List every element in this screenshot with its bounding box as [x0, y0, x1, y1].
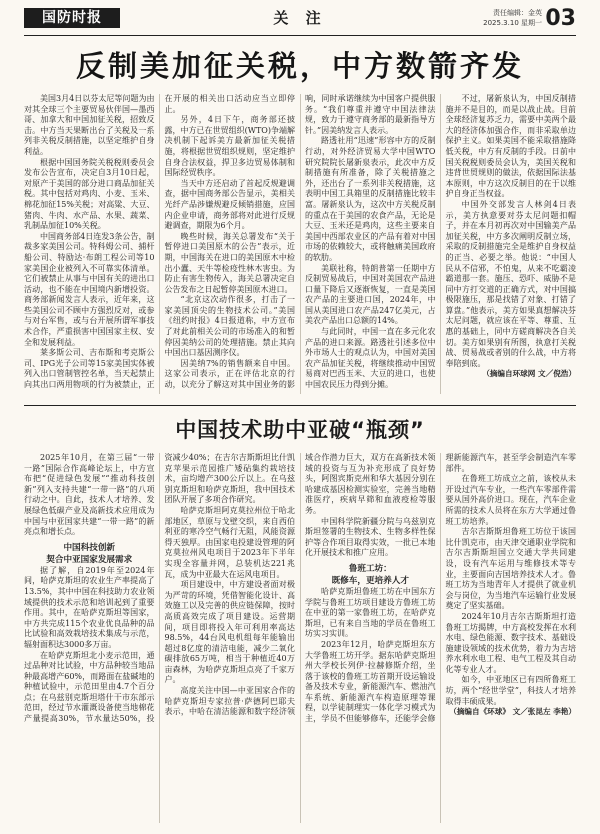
paragraph: 哈萨克斯坦鲁班工坊在中国东方学院与鲁班工坊项目建设方鲁班工坊在中亚的第一家鲁班工坊，在哈萨克斯坦，已有来自当地的学员在鲁班工坊实习实训。: [305, 586, 436, 639]
article2-body: [24, 453, 576, 823]
issue-meta: [483, 8, 542, 28]
paragraph: 2025年10月，在第三届“一带一路”国际合作高峰论坛上，中方宣布把“促进绿色发展”“推动科技创新”列入支持共建“一带一路”的八项行动之中。自此，技术人才培养、发展绿色低碳产业及高新技术应用成为中国与中亚国家共建“一带一路”的新亮点和增长点。: [24, 453, 155, 537]
paragraph: 不过，屠新泉认为，中国反制措施并不是目的，而是以战止战。目前全球经济复苏乏力，需要中美两个最大的经济体加强合作，而非采取单边保护主义。如果美国不能采取措施降低关税，中方有反制的手段。日前中国关税税则委员会认为，美国关税和违背世贸规则的做法，依据国际法基本原则，中方这次反制目的在于以维护自身正当权益。: [445, 94, 576, 199]
page-header: [24, 6, 576, 36]
paragraph: 2023年12月，哈萨克斯坦东方大学鲁班工坊开学。据东哈萨克斯坦州大学校长列伊·拉赫修斯介绍，坐落于该校的鲁班工坊首期开设运输设备及技术专业，新能源汽车、燃油汽车系统、新能源汽车构造原理等课程，以学徒制理实一体化学习模式为主，学员不但能够修车，还能学会修理新能源汽车，甚至学会制造汽车零部件。: [305, 453, 576, 724]
paragraph: 哈萨克斯坦阿克莫拉州位于哈北部地区，草原与戈壁交织，来自西伯利亚的寒冷空气畅行无阻，风能资源得天独厚。由国家电投建设管理的阿克莫拉州风电项目于2023年下半年实现全容量并网，总装机达221兆瓦，成为中亚最大在运风电项目。: [164, 505, 295, 579]
section-divider: [24, 405, 576, 406]
paragraph: “北京这次动作很多，打击了一家美国顶尖的生物技术公司。”美国《纽约时报》4日报道称，中方宣布了对此前相关公司的市场准入的和暂停因美纳公司的处理措施。禁止其向中国出口基因测序仪。: [164, 295, 295, 358]
subheading-text: 鲁班工坊： 既修车，更培养人才: [331, 563, 409, 586]
paragraph: 在鲁班工坊成立之前，该校从未开设过汽车专业，一些汽车零部件需要从国外高价进口。现在，汽车企业所需的技术人员将在东方大学通过鲁班工坊培养。: [445, 474, 576, 526]
paragraph: 美国3月4日以芬太尼等问题为由对其全球三个主要贸易伙伴国—墨西哥、加拿大和中国加征关税，招致反击。中方当天果断出台了关税及一系列非关税反制措施，以坚定维护自身利益。: [24, 94, 155, 156]
paragraph: 如今，中亚地区已有四所鲁班工坊，两个“经世学堂”，科技人才培养取得丰硕成果。: [445, 675, 576, 706]
paragraph: 2024年10月吉尔吉斯斯坦打造鲁班工坊揭牌，中方高校发挥在水利水电、绿色能源、数字技术、基础设施建设领域的技术优势，着力为吉培养水利水电工程、电气工程及其自动化等专业人才。: [445, 611, 576, 674]
paragraph: 中国科学院新疆分院与乌兹别克斯坦签署的生物技术、生物多样性保护等合作项目取得实效，一批已本地化开展技术和推广应用。: [305, 516, 436, 558]
article1-headline: 反制美加征关税，中方数箭齐发: [75, 49, 524, 83]
paragraph: 路透社用“迅速”形容中方的反制行动，对外经济贸易大学中国WTO研究院院长屠新泉表示，此次中方反制措施有所准备，除了关税措施之外，还出台了一系列非关税措施，这表明中国工具箱里的反制措施比较丰富。屠新泉认为，这次中方关税反制的重点在于美国的农食产品，无论是大豆、玉米还是鸡肉，这些主要来自美国中西部农业区的产品有着对中国市场的依赖较大，或将触痛美国政府的软肋。: [305, 136, 436, 262]
article2-byline: （摘编自《环球》 文／张昆左 李艳）: [449, 707, 576, 717]
subheading-luban-workshop: [305, 563, 436, 587]
subheading-text: 中国科技创新 契合中亚国家发展需求: [46, 542, 133, 565]
paragraph: 中国外交部发言人林剑4日表示，美方执意要对芬太尼问题扣帽子，并在本月初再次对中国输美产品加征关税，中方多次阐明反制立场，采取的反制措施完全是维护自身权益的正当、必要之举。他说：“中国人民从不信邪，不怕鬼，从来不吃霸凌霸道那一套。施压、恐吓、威胁不是同中方打交道的正确方式，对中国搞极限施压，那是找错了对象、打错了算盘。”他表示，美方如果真想解决芬太尼问题，就应该在平等、尊重、互惠的基础上，同中方磋商解决各自关切。美方如果别有所图，执意打关税战、贸易战或者别的什么战，中方将奉陪到底。: [445, 199, 576, 368]
paragraph: 与此同时，中国一直在多元化农产品的进口来源。路透社引述多位中外市场人士的观点认为，中国对美国农产品加征关税，将继续推动中国贸易商对巴西玉米、大豆的进口，也使中国农民压力得到分摊。: [305, 327, 436, 390]
editor-line: 责任编辑：金英: [493, 9, 542, 17]
paragraph: 美联社称，特朗普第一任期中方反制贸易战后，中国对美国农产品进口量下降后又逐渐恢复，一直是美国农产品的主要进口国，2024年，中国从美国进口农产品247亿美元，占美农产品出口总额的14%。: [305, 263, 436, 326]
paragraph: 当天中方还启动了首起反规避调查，据中国商务部公告显示，美相关光纤产品涉嫌规避反倾销措施，应国内企业申请，商务部将对此进行反规避调查，期限为6个月。: [164, 178, 295, 231]
paragraph: 根据中国国务院关税税则委员会发布公告宣布，决定自3月10日起，对原产于美国的部分进口商品加征关税。其中包括对鸡肉、小麦、玉米、棉花加征15%关税；对高粱、大豆、猪肉、牛肉、水产品、水果、蔬菜、乳制品加征10%关税。: [24, 157, 155, 231]
masthead-logo: 国防时报: [24, 8, 120, 28]
paragraph: 吉尔吉斯斯坦鲁班工坊位于该国比什凯克市，由天津交通职业学院和吉尔吉斯斯坦国立交通大学共同建设，设有汽车运用与维修技术等专业，主要面向吉国培养技术人才。鲁班工坊为当地青年人才提供了就业机会与岗位，为当地汽车运输行业发展奠定了坚实基础。: [445, 527, 576, 611]
section-title: 关 注: [273, 9, 327, 27]
article2-headline: 中国技术助中亚破“瓶颈”: [175, 418, 425, 442]
subheading-tech-innovation: [24, 542, 155, 566]
paragraph: 项目建设中，中方建设者面对极为严苛的环境，凭借智能化设计、高效施工以及完善的供应链保障，按时高质高效完成了项目建设。运营期间，项目即将投入年可利用率高达98.5%，44台风电机组每年能输出超过8亿度的清洁电能，减少二氧化碳排放65万吨，相当于种植近40万亩森林，为哈萨克斯坦点亮了千家万户。: [164, 580, 295, 685]
article1-body: [24, 94, 576, 394]
paragraph: 高度关注中国—中亚国家合作的哈萨克斯坦专家拉普·萨德阿巴耶夫表示，中哈在清洁能源和数字经济领域合作潜力巨大，双方在高新技术领域的投资与互为补充形成了良好势头，阿图宾斯克州和华大基因分别在哈建成基因检测实验室，完善当地精准医疗，疾病早筛和血液疫检等服务。: [164, 453, 436, 717]
paragraph: 因美纳7%的销售额来自中国。这家公司表示，正在评估北京的行动，以充分了解这对其中国业务的影响，同时承诺继续为中国客户提供服务。“我们尊重并遵守中国法律法规，致力于遵守商务部的最新指导方针。”因美纳发言人表示。: [164, 94, 436, 390]
paragraph: 莱多斯公司、吉布斯和考克斯公司、IPG光子公司等15家美国实体被列入出口管制管控名单，当天起禁止向其出口两用物项的行为被禁止，正在开展的相关出口活动应当立即停止。: [24, 94, 295, 390]
page-number: 03: [545, 6, 576, 31]
paragraph: 据了解，自2019年至2024年间，哈萨克斯坦的农业生产率提高了13.5%，其中中国在科技助力农业领域提供的技术示范和培训起到了重要作用。其中，在哈萨克斯坦等国家，中方共完成115个农业优良品种的品比试验和高效栽培技术集成与示范，辐射面积达3000多万亩。: [24, 565, 155, 649]
date-line: 2025.3.10 星期一: [483, 19, 542, 27]
paragraph: 在哈萨克斯坦北小麦示范田，通过品种对比试验，中方品种较当地品种最高增产60%，而路面在盐碱地的种植试验中，示范田里由4.7个百分点；在乌兹别克斯坦塔什干市东部示范田，经过节水灌溉设备使当地棉花产量提高30%，节水量达50%，投资减少40%；在吉尔吉斯斯坦比什凯克苹果示范园推广矮砧集约栽培技术，亩均增产300公斤以上。在乌兹别克斯坦和哈萨克斯坦，我中国技术团队开展了多项合作研究。: [24, 453, 295, 724]
paragraph: 另外，4日下午，商务部还披露，中方已在世贸组织(WTO)争端解决机制下起诉美方最新加征关税措施，将根据世贸组织规则，坚定维护自身合法权益，捍卫多边贸易体制和国际经贸秩序。: [164, 115, 295, 178]
article1-byline: （摘编自环球网 文／倪浩）: [482, 369, 576, 379]
paragraph: 晚些时候，海关总署发布“关于暂停进口美国原木的公告”表示，近期，中国海关在进口的美国原木中检出小蠹、天牛等检疫性林木害虫。为防止有害生物传入，海关总署决定自公告发布之日起暂停美国原木进口。: [164, 231, 295, 294]
paragraph: 中国商务部4日连发3条公告，制裁多家美国公司。特科姆公司、捕杆船公司、特励达·布朗工程公司等10家美国企业被列入不可靠实体清单。它们被禁止从事与中国有关的进出口活动，也不能在中国境内新增投资。商务部新闻发言人表示，近年来，这些美国公司不顾中方强烈反对，或参与对台军售，或与台开展所谓军事技术合作，严重损害中国国家主权、安全和发展利益。: [24, 231, 155, 347]
